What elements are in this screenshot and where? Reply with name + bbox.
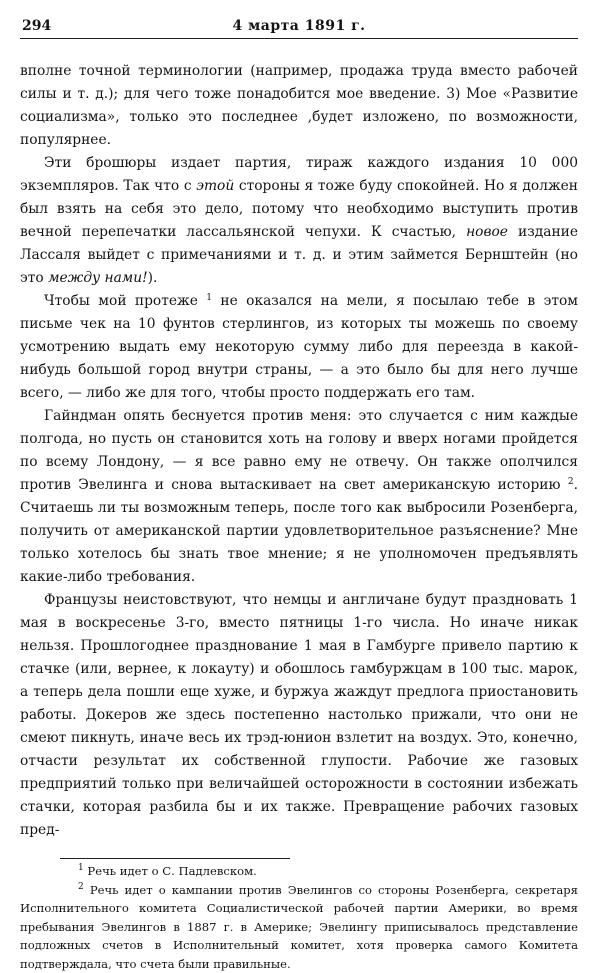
page-header (20, 12, 578, 38)
page-number: 294 (22, 18, 51, 34)
running-head-date: 4 марта 1891 г. (20, 18, 578, 34)
footnote-text: Речь идет о кампании против Эвелингов со стороны Розенберга, секретаря Исполнительного комитета Социалистической рабочей партии Америки, во время пребывания Эвелингов в 1887 г. в Америке; Эвелингу приписывалось представление подложных счетов в Исполнительный комитет, хотя проверка самого Комитета подтверждала, что счета были правильные. (20, 883, 578, 971)
emphasis-this: этой (196, 178, 234, 194)
footnote-1 (20, 862, 578, 881)
footnote-text: Речь идет о С. Падлевском. (87, 864, 256, 878)
footnote-2 (20, 881, 578, 973)
paragraph-1: вполне точной терминологии (например, продажа труда вместо рабочей силы и т. д.); для чего тоже понадобится мое введение. 3) Мое «Развитие социализма», только это последнее ,будет изложено, по возможности, популярнее. (20, 60, 578, 152)
emphasis-between-us: между нами! (48, 270, 148, 286)
footnotes (20, 862, 578, 973)
footnote-divider (60, 858, 290, 859)
emphasis-new: новое (466, 224, 508, 240)
footnote-ref-1[interactable]: 1 (206, 293, 212, 303)
paragraph-5: Французы неистовствуют, что немцы и англичане будут праздновать 1 мая в воскресенье 3-го, вместо пятницы 1-го числа. Но иначе никак нельзя. Прошлогоднее празднование 1 мая в Гамбурге привело партию к стачке (или, вернее, к локауту) и обошлось гамбуржцам в 100 тыс. марок, а теперь дела пошли еще хуже, и буржуа жаждут предлога приостановить работы. Докеров же здесь постепенно настолько прижали, что они не смеют пикнуть, иначе весь их трэд-юнион взлетит на воздух. Это, конечно, отчасти результат их собственной глупости. Рабочие же газовых предприятий только при величайшей осторожности в состоянии избежать стачки, которая разбила бы и их также. Превращение рабочих газовых пред- (20, 589, 578, 842)
letter-body (20, 60, 578, 842)
paragraph-3: Чтобы мой протеже $^1$ не оказался на мели, я посылаю тебе в этом письме чек на 10 фунтов стерлингов, из которых ты можешь по своему усмотрению выдать ему некоторую сумму либо для переезда в какой-нибудь большой город внутри страны, — а это было бы для него лучше всего, — либо же для того, чтобы просто поддержать его там. (20, 290, 578, 405)
footnote-ref-2[interactable]: 2 (568, 477, 574, 487)
footnote-marker: 2 (78, 882, 84, 892)
footnote-marker: 1 (78, 863, 84, 873)
paragraph-2: Эти брошюры издает партия, тираж каждого издания 10 000 экземпляров. Так что с этой стороны я тоже буду спокойней. Но я должен был взять на себя это дело, потому что необходимо выступить против вечной перепечатки лассальянской чепухи. К счастью, новое издание Лассаля выйдет с примечаниями и т. д. и этим займется Бернштейн (но это между нами!). (20, 152, 578, 290)
paragraph-4: Гайндман опять беснуется против меня: это случается с ним каждые полгода, но пусть он становится хоть на голову и вверх ногами пройдется по всему Лондону, — я все равно ему не отвечу. Он также ополчился против Эвелинга и снова вытаскивает на свет американскую историю $^2$. Считаешь ли ты возможным теперь, после того как выбросили Розенберга, получить от американской партии удовлетворительное разъяснение? Мне только хотелось бы знать твое мнение; я не уполномочен предъявлять какие-либо требования. (20, 405, 578, 589)
header-rule (20, 38, 578, 39)
